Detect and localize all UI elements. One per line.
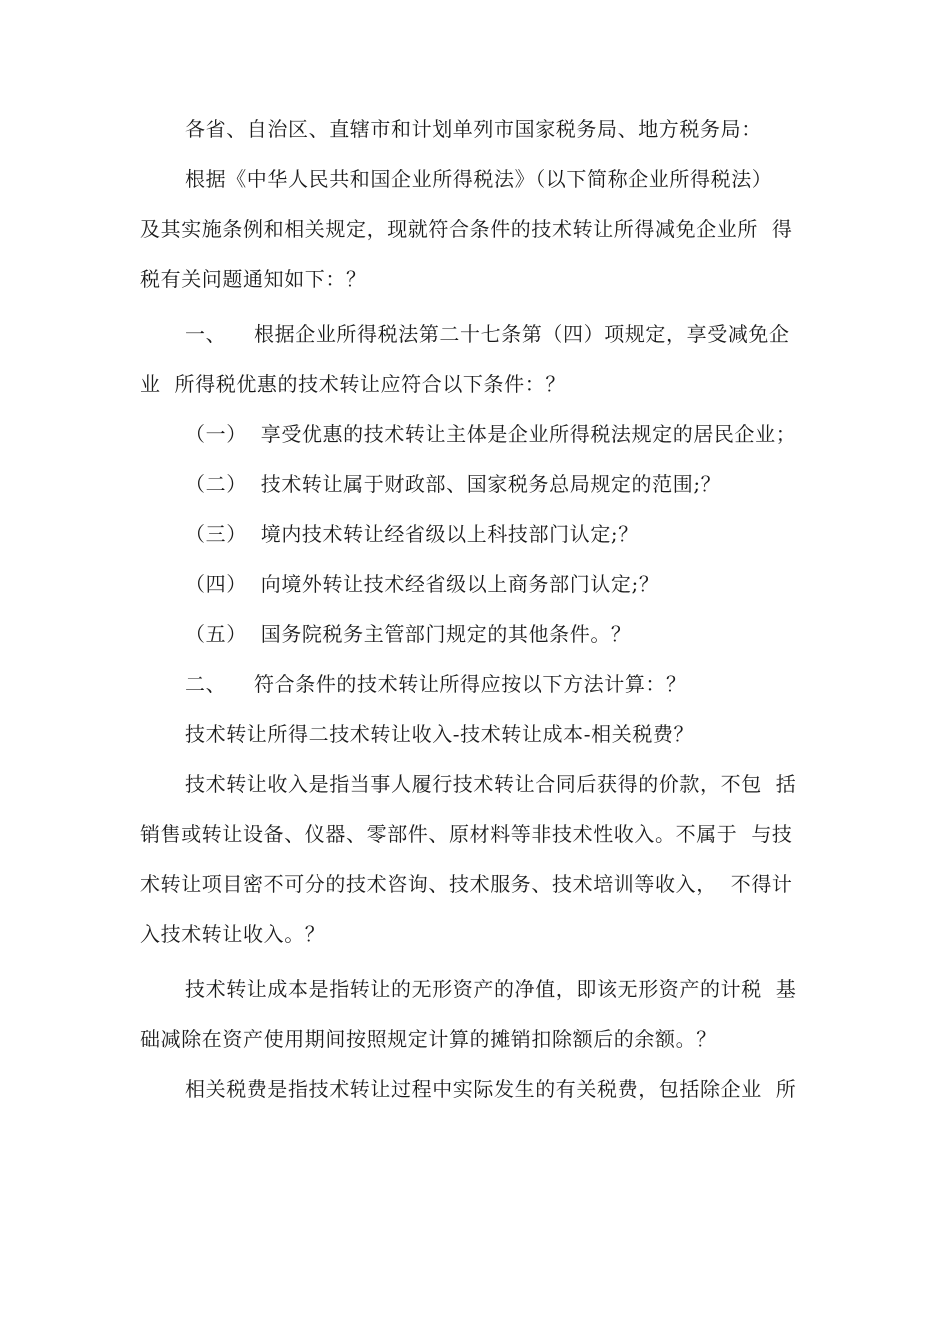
tax-definition-line-1: 相关税费是指技术转让过程中实际发生的有关税费，包括除企业 所 — [185, 1077, 797, 1101]
income-definition-line-2: 销售或转让设备、仪器、零部件、原材料等非技术性收入。不属于 与技 — [140, 822, 793, 846]
income-definition-line-4: 入技术转让收入。？ — [140, 922, 326, 946]
income-definition-line-3: 术转让项目密不可分的技术咨询、技术服务、技术培训等收入， 不得计 — [140, 872, 793, 896]
paragraph-intro-line-3: 税有关问题通知如下：？ — [140, 267, 367, 291]
cost-definition-line-2: 础减除在资产使用期间按照规定计算的摊销扣除额后的余额。？ — [140, 1027, 717, 1051]
condition-item-2: （二） 技术转让属于财政部、国家税务总局规定的范围;？ — [185, 472, 722, 496]
salutation: 各省、自治区、直辖市和计划单列市国家税务局、地方税务局： — [185, 117, 762, 141]
condition-item-3: （三） 境内技术转让经省级以上科技部门认定;？ — [185, 522, 639, 546]
cost-definition-line-1: 技术转让成本是指转让的无形资产的净值，即该无形资产的计税 基 — [185, 977, 797, 1001]
section-1-line-2: 业 所得税优惠的技术转让应符合以下条件：？ — [140, 372, 566, 396]
condition-item-1: （一） 享受优惠的技术转让主体是企业所得税法规定的居民企业； — [185, 422, 797, 446]
condition-item-5: （五） 国务院税务主管部门规定的其他条件。？ — [185, 622, 632, 646]
paragraph-intro-line-2: 及其实施条例和相关规定，现就符合条件的技术转让所得减免企业所 得 — [140, 217, 793, 241]
income-definition-line-1: 技术转让收入是指当事人履行技术转让合同后获得的价款，不包 括 — [185, 772, 797, 796]
section-1-line-1: 一、 根据企业所得税法第二十七条第（四）项规定，享受减免企 — [185, 322, 790, 346]
formula-line: 技术转让所得二技术转让收入-技术转让成本-相关税费？ — [185, 722, 695, 746]
condition-item-4: （四） 向境外转让技术经省级以上商务部门认定;？ — [185, 572, 660, 596]
paragraph-intro-line-1: 根据《中华人民共和国企业所得税法》（以下简称企业所得税法） — [185, 167, 773, 191]
section-2-heading: 二、 符合条件的技术转让所得应按以下方法计算：？ — [185, 672, 687, 696]
